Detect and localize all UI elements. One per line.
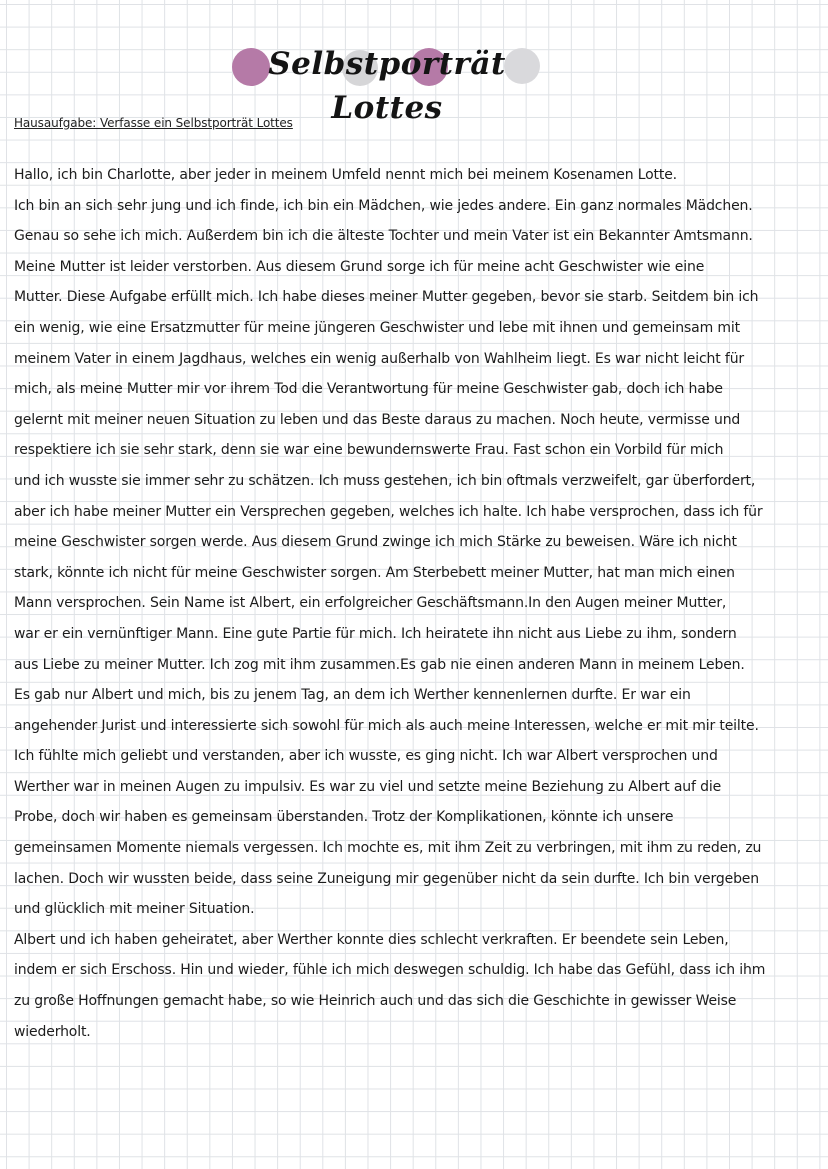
text-line: indem er sich Erschoss. Hin und wieder, fühle ich mich deswegen schuldig. Ich habe das Gefühl, dass ich ihm [14, 962, 766, 979]
text-line: mich, als meine Mutter mir vor ihrem Tod die Verantwortung für meine Geschwister gab, doch ich habe [14, 381, 723, 398]
text-line: meinem Vater in einem Jagdhaus, welches ein wenig außerhalb von Wahlheim liegt. Es war nicht leicht für [14, 350, 745, 367]
text-line: Ich fühlte mich geliebt und verstanden, aber ich wusste, es ging nicht. Ich war Albert versprochen und [14, 748, 718, 765]
text-line: gelernt mit meiner neuen Situation zu leben und das Beste daraus zu machen. Noch heute, vermisse und [14, 411, 741, 428]
text-line: meine Geschwister sorgen werde. Aus diesem Grund zwinge ich mich Stärke zu beweisen. Wäre ich nicht [14, 534, 737, 551]
text-line: Es gab nur Albert und mich, bis zu jenem Tag, an dem ich Werther kennenlernen durfte. Er war ein [14, 687, 691, 704]
text-line: ein wenig, wie eine Ersatzmutter für meine jüngeren Geschwister und lebe mit ihnen und gemeinsam mit [14, 319, 740, 336]
text-line: aber ich habe meiner Mutter ein Versprechen gegeben, welches ich halte. Ich habe versprochen, dass ich für [14, 503, 763, 520]
text-line: gemeinsamen Momente niemals vergessen. Ich mochte es, mit ihm Zeit zu verbringen, mit ihm zu reden, zu [14, 840, 762, 857]
title-block [222, 36, 552, 126]
text-line: und glücklich mit meiner Situation. [14, 901, 255, 918]
text-line: Albert und ich haben geheiratet, aber Werther konnte dies schlecht verkraften. Er beendete sein Leben, [14, 931, 729, 948]
text-line: war er ein vernünftiger Mann. Eine gute Partie für mich. Ich heiratete ihn nicht aus Liebe zu ihm, sondern [14, 625, 737, 642]
text-line: und ich wusste sie immer sehr zu schätzen. Ich muss gestehen, ich bin oftmals verzweifelt, gar überfordert, [14, 472, 756, 489]
text-line: wiederholt. [14, 1023, 91, 1040]
text-line: Ich bin an sich sehr jung und ich finde, ich bin ein Mädchen, wie jedes andere. Ein ganz normales Mädchen. [14, 197, 753, 214]
page-title: Selbstporträt Lottes [268, 46, 506, 126]
assignment-heading: Hausaufgabe: Verfasse ein Selbstporträt Lottes [14, 116, 293, 130]
text-line: stark, könnte ich nicht für meine Geschwister sorgen. Am Sterbebett meiner Mutter, hat man mich einen [14, 564, 735, 581]
text-line: Werther war in meinen Augen zu impulsiv. Es war zu viel und setzte meine Beziehung zu Albert auf die [14, 778, 722, 795]
text-line: aus Liebe zu meiner Mutter. Ich zog mit ihm zusammen.Es gab nie einen anderen Mann in meinem Leben. [14, 656, 745, 673]
text-line: zu große Hoffnungen gemacht habe, so wie Heinrich auch und das sich die Geschichte in gewisser Weise [14, 993, 737, 1010]
text-line: Genau so sehe ich mich. Außerdem bin ich die älteste Tochter und mein Vater ist ein Bekannter Amtsmann. [14, 228, 753, 245]
essay-body [14, 160, 822, 1047]
text-line: respektiere ich sie sehr stark, denn sie war eine bewundernswerte Frau. Fast schon ein Vorbild für mich [14, 442, 724, 459]
text-line: Probe, doch wir haben es gemeinsam überstanden. Trotz der Komplikationen, könnte ich unsere [14, 809, 674, 826]
text-line: Mann versprochen. Sein Name ist Albert, ein erfolgreicher Geschäftsmann.In den Augen meiner Mutter, [14, 595, 727, 612]
text-line: Mutter. Diese Aufgabe erfüllt mich. Ich habe dieses meiner Mutter gegeben, bevor sie starb. Seitdem bin ich [14, 289, 759, 306]
text-line: Hallo, ich bin Charlotte, aber jeder in meinem Umfeld nennt mich bei meinem Kosenamen Lotte. [14, 167, 677, 183]
text-line: angehender Jurist und interessierte sich sowohl für mich als auch meine Interessen, welche er mit mir teilte. [14, 717, 759, 734]
text-line: Meine Mutter ist leider verstorben. Aus diesem Grund sorge ich für meine acht Geschwister wie eine [14, 258, 705, 275]
text-line: lachen. Doch wir wussten beide, dass seine Zuneigung mir gegenüber nicht da sein durfte. Ich bin vergeben [14, 870, 759, 887]
